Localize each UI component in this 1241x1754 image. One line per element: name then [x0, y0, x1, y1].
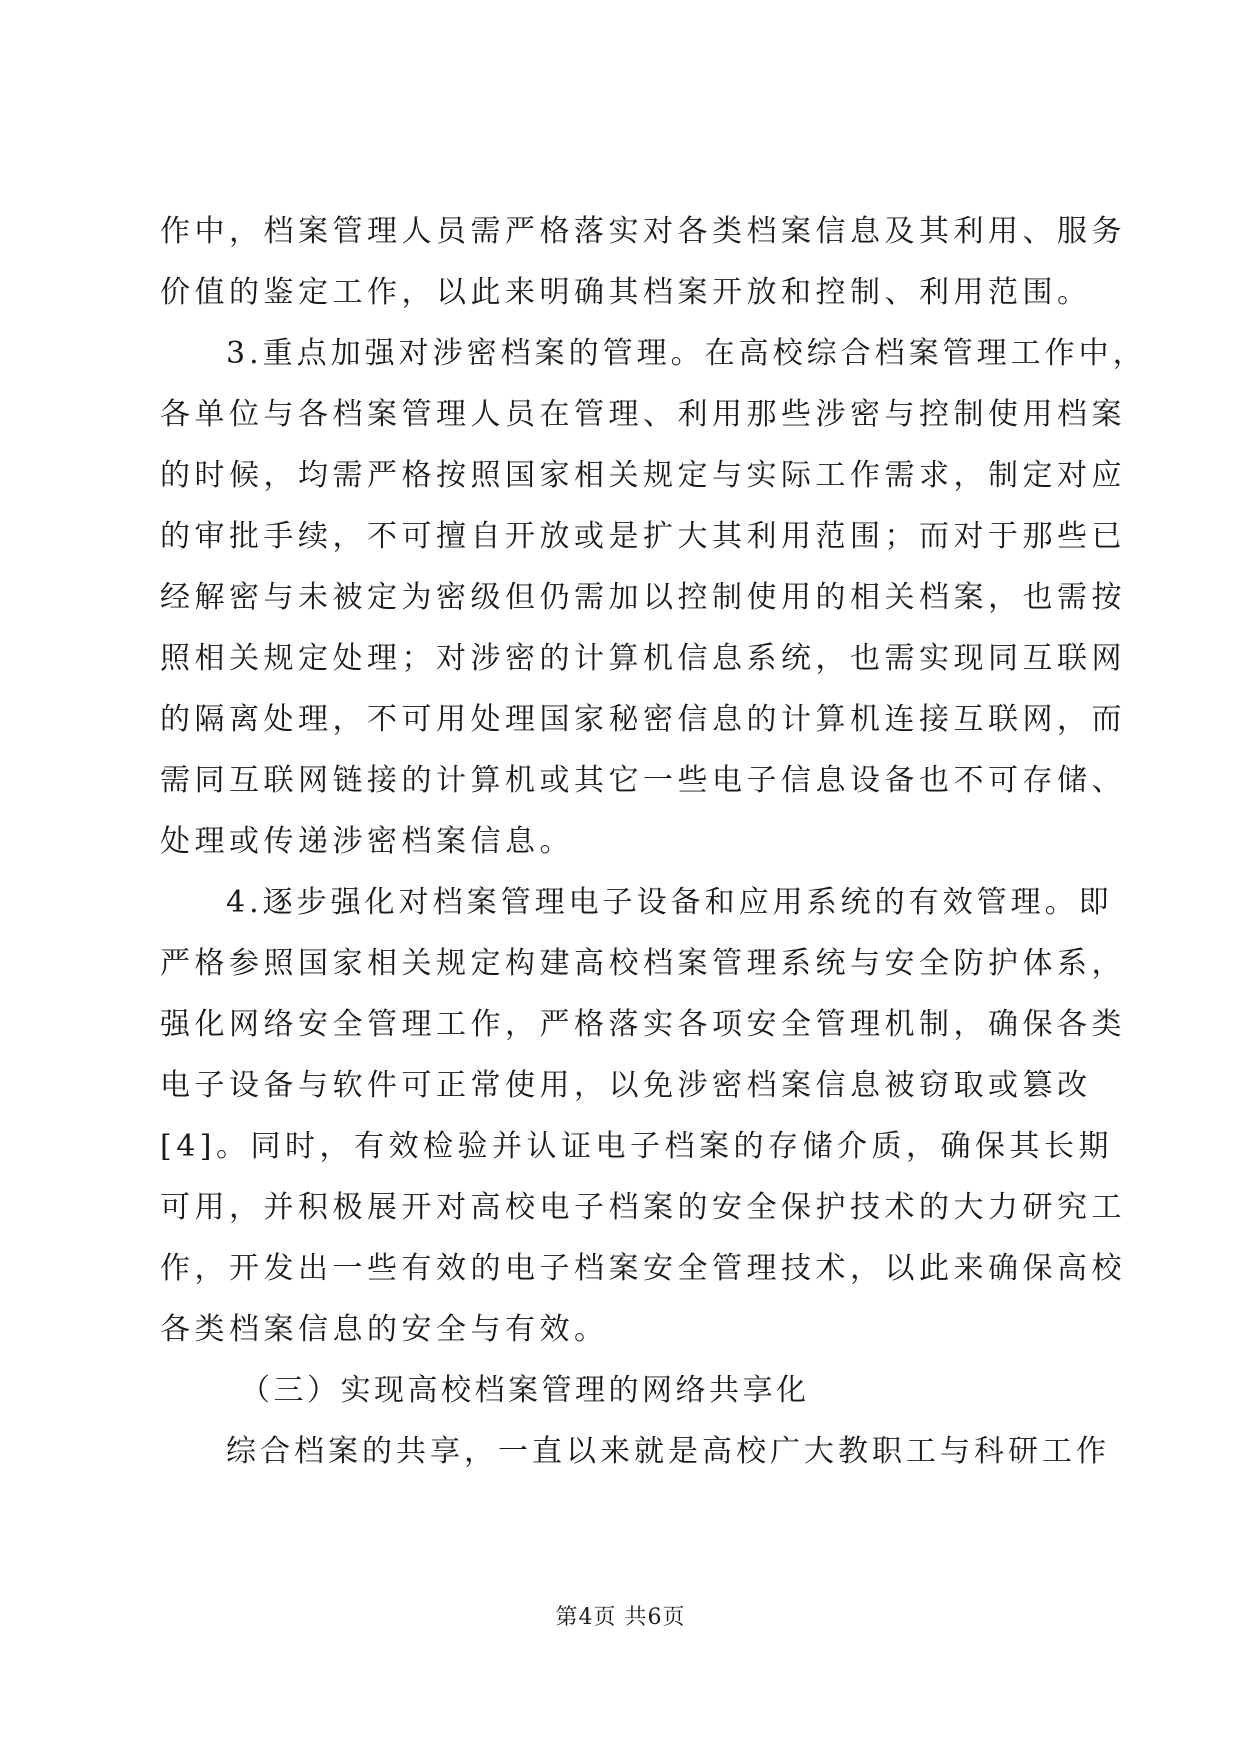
text-line: 电子设备与软件可正常使用，以免涉密档案信息被窃取或篡改 [160, 1068, 1092, 1103]
text-line: 需同互联网链接的计算机或其它一些电子信息设备也不可存储、 [160, 763, 1126, 798]
paragraph-start: 3.重点加强对涉密档案的管理。在高校综合档案管理工作中， [226, 336, 1147, 371]
text-line: 作，开发出一些有效的电子档案安全管理技术，以此来确保高校 [160, 1251, 1126, 1286]
text-line: 强化网络安全管理工作，严格落实各项安全管理机制，确保各类 [160, 1007, 1126, 1042]
text-line: 的隔离处理，不可用处理国家秘密信息的计算机连接互联网，而 [160, 702, 1126, 737]
text-line: 各单位与各档案管理人员在管理、利用那些涉密与控制使用档案 [160, 397, 1126, 432]
text-line: 经解密与未被定为密级但仍需加以控制使用的相关档案，也需按 [160, 580, 1126, 615]
text-line: 照相关规定处理；对涉密的计算机信息系统，也需实现同互联网 [160, 641, 1126, 676]
text-line: 的时候，均需严格按照国家相关规定与实际工作需求，制定对应 [160, 458, 1126, 493]
page-number-footer: 第4页 共6页 [555, 1605, 686, 1630]
text-line: 可用，并积极展开对高校电子档案的安全保护技术的大力研究工 [160, 1190, 1126, 1225]
text-line: [4]。同时，有效检验并认证电子档案的存储介质，确保其长期 [160, 1129, 1113, 1164]
section-heading: （三）实现高校档案管理的网络共享化 [240, 1373, 810, 1408]
paragraph-start: 4.逐步强化对档案管理电子设备和应用系统的有效管理。即 [226, 885, 1113, 920]
text-line: 严格参照国家相关规定构建高校档案管理系统与安全防护体系， [160, 946, 1126, 981]
text-line: 各类档案信息的安全与有效。 [160, 1312, 609, 1347]
paragraph-start: 综合档案的共享，一直以来就是高校广大教职工与科研工作 [226, 1434, 1110, 1469]
text-line: 作中，档案管理人员需严格落实对各类档案信息及其利用、服务 [160, 214, 1126, 249]
text-line: 价值的鉴定工作，以此来明确其档案开放和控制、利用范围。 [160, 275, 1092, 310]
text-line: 的审批手续，不可擅自开放或是扩大其利用范围；而对于那些已 [160, 519, 1126, 554]
text-line: 处理或传递涉密档案信息。 [160, 824, 574, 859]
